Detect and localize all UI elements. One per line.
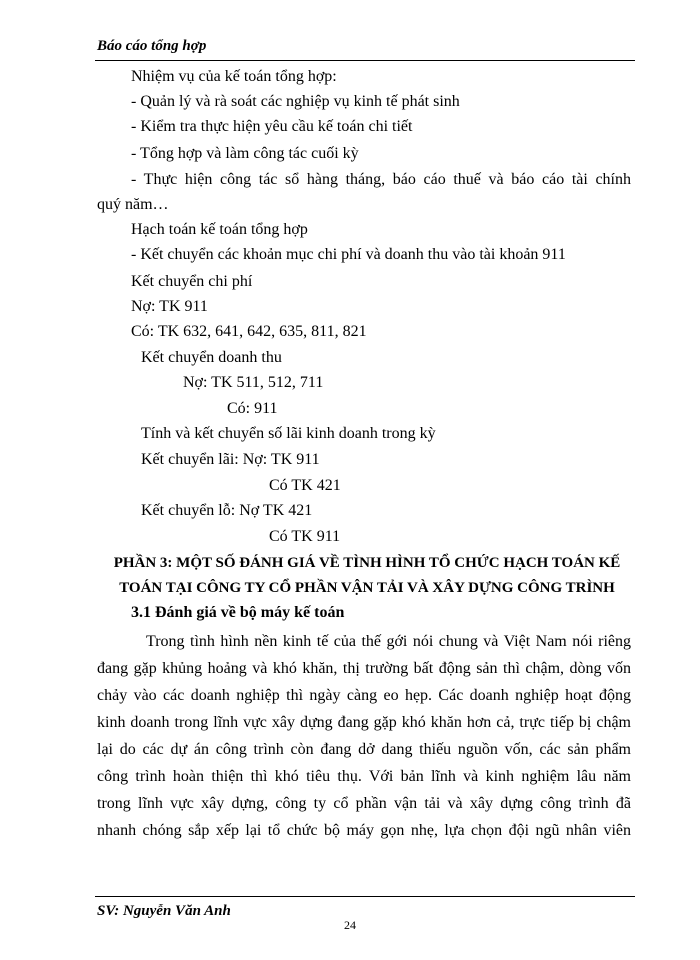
paragraph-line: nhanh chóng sắp xếp lại tổ chức bộ máy gọn nhẹ, lựa chọn đội ngũ nhân viên [97, 822, 631, 839]
paragraph-line: kinh doanh trong lĩnh vực xây dựng đang gặp khó khăn hơn cả, trực tiếp bị chậm [97, 714, 631, 731]
text-line: Có: 911 [227, 400, 278, 417]
footer-divider [95, 896, 635, 897]
text-line: - Tổng hợp và làm công tác cuối kỳ [131, 145, 359, 162]
page-number: 24 [344, 918, 356, 932]
subsection-heading: 3.1 Đánh giá về bộ máy kế toán [131, 604, 345, 621]
text-line: - Quản lý và rà soát các nghiệp vụ kinh tế phát sinh [131, 93, 460, 110]
text-line: Nợ: TK 511, 512, 711 [183, 374, 324, 391]
paragraph-line: trong lĩnh vực xây dựng, công ty cổ phần vận tải và xây dựng công trình đã [97, 795, 631, 812]
paragraph-line: đang gặp khủng hoảng và khó khăn, thị trường bất động sản thì chậm, dòng vốn [97, 660, 631, 677]
text-line: - Thực hiện công tác sổ hàng tháng, báo cáo thuế và báo cáo tài chính [131, 171, 631, 188]
paragraph-line: chảy vào các doanh nghiệp thì ngày càng eo hẹp. Các doanh nghiệp hoạt động [97, 687, 631, 704]
text-line: Kết chuyển lỗ: Nợ TK 421 [141, 502, 313, 519]
page-header-title: Báo cáo tổng hợp [97, 38, 207, 54]
text-line: Kết chuyển doanh thu [141, 349, 282, 366]
text-line: Hạch toán kế toán tổng hợp [131, 221, 308, 238]
text-line: Nợ: TK 911 [131, 298, 208, 315]
text-line: Kết chuyển chi phí [131, 273, 253, 290]
text-line: Kết chuyển lãi: Nợ: TK 911 [141, 451, 320, 468]
text-line: Tính và kết chuyển số lãi kinh doanh trong kỳ [141, 425, 436, 442]
section-heading: PHẦN 3: MỘT SỐ ĐÁNH GIÁ VỀ TÌNH HÌNH TỔ CHỨC HẠCH TOÁN KẾ [113, 555, 621, 571]
text-line: - Kết chuyển các khoản mục chi phí và doanh thu vào tài khoản 911 [131, 246, 566, 263]
header-divider [95, 60, 635, 61]
paragraph-line: Trong tình hình nền kinh tế của thế gới nói chung và Việt Nam nói riêng [146, 633, 631, 650]
paragraph-line: công trình hoàn thiện thì khó tiêu thụ. Với bản lĩnh và kinh nghiệm lâu năm [97, 768, 631, 785]
text-line: Có TK 421 [269, 477, 341, 494]
text-line: - Kiểm tra thực hiện yêu cầu kế toán chi tiết [131, 118, 413, 135]
section-heading: TOÁN TẠI CÔNG TY CỔ PHẦN VẬN TẢI VÀ XÂY DỰNG CÔNG TRÌNH [119, 580, 615, 596]
text-line: Có: TK 632, 641, 642, 635, 811, 821 [131, 323, 367, 340]
text-line: Có TK 911 [269, 528, 341, 545]
paragraph-line: lại do các dự án công trình còn đang dở dang thiếu nguồn vốn, các sản phẩm [97, 741, 631, 758]
text-line: quý năm… [97, 196, 169, 213]
text-line: Nhiệm vụ của kế toán tổng hợp: [131, 68, 337, 85]
footer-author: SV: Nguyễn Văn Anh [97, 903, 231, 919]
